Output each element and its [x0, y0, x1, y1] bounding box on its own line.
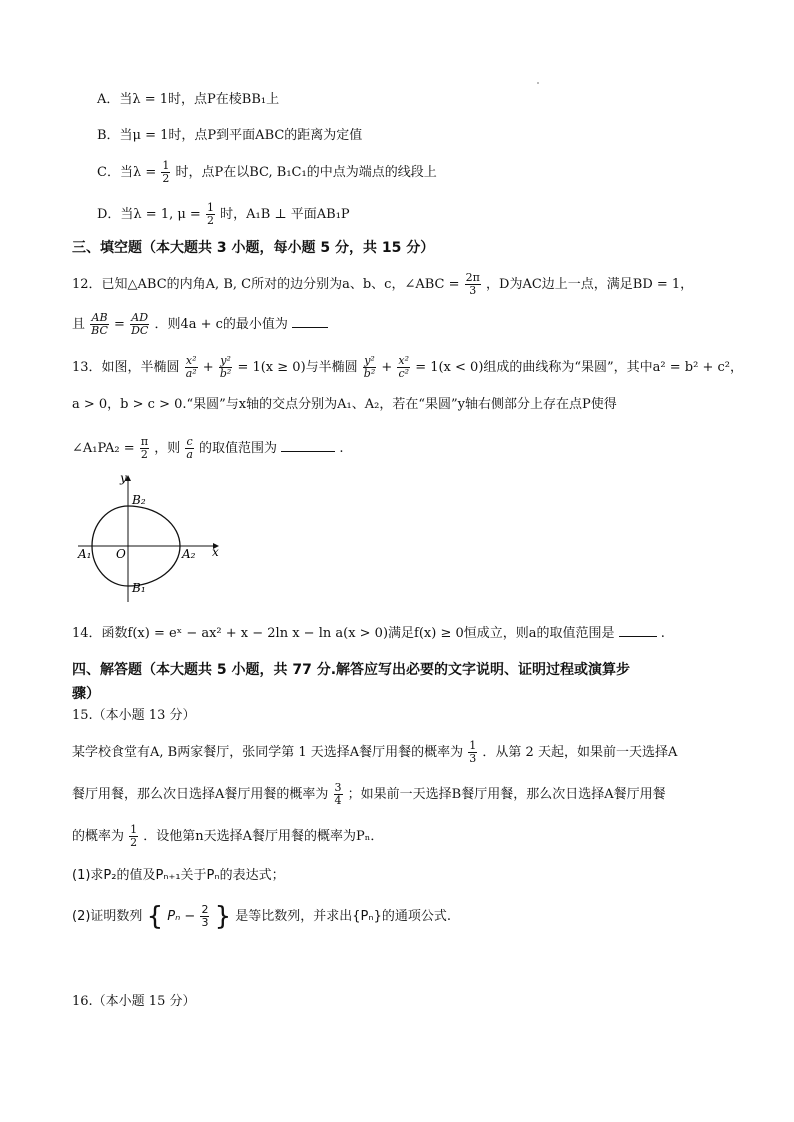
- fraction-ab-over-bc: $\frac{AB}{BC}$: [91, 311, 108, 337]
- x-axis-label: x: [212, 545, 219, 559]
- fraction-y2-over-b2: $\frac{\text{y²}}{\text{b²}}$: [363, 354, 376, 380]
- origin-label: O: [116, 547, 126, 561]
- answer-blank-12[interactable]: [292, 315, 328, 328]
- point-a2-label: A₂: [182, 547, 196, 561]
- fraction-one-half: $\frac{1}{2}$: [130, 823, 138, 849]
- question-16-header: 16.（本小题 15 分）: [72, 994, 196, 1009]
- option-c: C．当λ = $\frac{1}{2}$ 时，点P在以BC, B₁C₁的中点为端点的线段上: [97, 159, 437, 185]
- question-15-line-1: 某学校食堂有A, B两家餐厅，张同学第 1 天选择A餐厅用餐的概率为 $\frac{1}{3}$ ．从第 2 天起，如果前一天选择A: [72, 739, 678, 765]
- question-12-line-1: 12．已知△ABC的内角A, B, C所对的边分别为a、b、c，∠ABC = $\frac{2\pi}{3}$ ，D为AC边上一点，满足BD = 1，: [72, 271, 694, 297]
- question-13-line-3: ∠A₁PA₂ = $\frac{\pi}{2}$ ，则 $\frac{c}{a}$ 的取值范围为 .: [72, 435, 344, 461]
- fraction-ad-over-dc: $\frac{AD}{DC}$: [131, 311, 149, 337]
- question-15-part-1: (1)求P₂的值及Pₙ₊₁关于Pₙ的表达式；: [72, 868, 285, 883]
- question-13-line-1: 13．如图，半椭圆 $\frac{\text{x²}}{\text{a²}}$ + $\frac{\text{y²}}{\text{b²}}$ = 1(x ≥ 0)与半椭圆 $\frac{\text{y²}}{\text{b²}}$ + $\frac{\text{x²}}{\text{c²}}$ = 1(x < 0)组成的曲线称为“果圆”，其中a² = b² + c²，: [72, 354, 743, 380]
- question-15-part-2: (2)证明数列 { Pₙ − $\frac{2}{3}$ } 是等比数列，并求出{Pₙ}的通项公式.: [72, 901, 451, 932]
- fraction-x2-over-a2: $\frac{\text{x²}}{\text{a²}}$: [185, 354, 197, 380]
- fraction-one-half: $\frac{1}{2}$: [206, 201, 214, 227]
- fruit-ellipse-figure: [70, 466, 230, 606]
- point-b2-label: B₂: [132, 493, 146, 507]
- fraction-x2-over-c2: $\frac{\text{x²}}{\text{c²}}$: [398, 354, 410, 380]
- section-4-heading-line-2: 骤）: [72, 686, 100, 702]
- section-3-heading: 三、填空题（本大题共 3 小题，每小题 5 分，共 15 分）: [72, 240, 435, 256]
- scan-speck: [537, 82, 539, 84]
- question-15-line-2: 餐厅用餐，那么次日选择A餐厅用餐的概率为 $\frac{3}{4}$ ；如果前一天选择B餐厅用餐，那么次日选择A餐厅用餐: [72, 781, 666, 807]
- y-axis-label: y: [120, 471, 127, 485]
- point-a1-label: A₁: [78, 547, 92, 561]
- answer-blank-14[interactable]: [619, 624, 657, 637]
- fraction-one-half: $\frac{1}{2}$: [162, 159, 170, 185]
- fraction-three-quarters: $\frac{3}{4}$: [334, 781, 342, 807]
- question-14: 14．函数f(x) = eˣ − ax² + x − 2ln x − ln a(x > 0)满足f(x) ≥ 0恒成立，则a的取值范围是 .: [72, 626, 665, 641]
- fraction-pi-over-two: $\frac{\pi}{2}$: [140, 435, 149, 461]
- fraction-two-pi-over-three: $\frac{2\pi}{3}$: [465, 271, 480, 297]
- option-a: A．当λ = 1时，点P在棱BB₁上: [97, 92, 280, 107]
- question-15-header: 15.（本小题 13 分）: [72, 708, 196, 723]
- fraction-c-over-a: $\frac{c}{a}$: [186, 435, 193, 461]
- fraction-y2-over-b2: $\frac{\text{y²}}{\text{b²}}$: [219, 354, 232, 380]
- answer-blank-13[interactable]: [281, 439, 335, 452]
- question-13-line-2: a > 0，b > c > 0.“果圆”与x轴的交点分别为A₁、A₂，若在“果圆”y轴右侧部分上存在点P使得: [72, 397, 617, 412]
- fraction-two-thirds: $\frac{2}{3}$: [201, 903, 209, 929]
- option-d: D．当λ = 1, μ = $\frac{1}{2}$ 时，A₁B ⊥ 平面AB₁P: [97, 201, 350, 227]
- point-b1-label: B₁: [132, 581, 146, 595]
- option-b: B．当μ = 1时，点P到平面ABC的距离为定值: [97, 128, 363, 143]
- section-4-heading-line-1: 四、解答题（本大题共 5 小题，共 77 分.解答应写出必要的文字说明、证明过程或演算步: [72, 662, 631, 678]
- fraction-one-third: $\frac{1}{3}$: [469, 739, 477, 765]
- question-12-line-2: 且 $\frac{AB}{BC}$ = $\frac{AD}{DC}$ ．则4a + c的最小值为: [72, 312, 328, 337]
- question-15-line-3: 的概率为 $\frac{1}{2}$ ．设他第n天选择A餐厅用餐的概率为Pₙ．: [72, 823, 384, 849]
